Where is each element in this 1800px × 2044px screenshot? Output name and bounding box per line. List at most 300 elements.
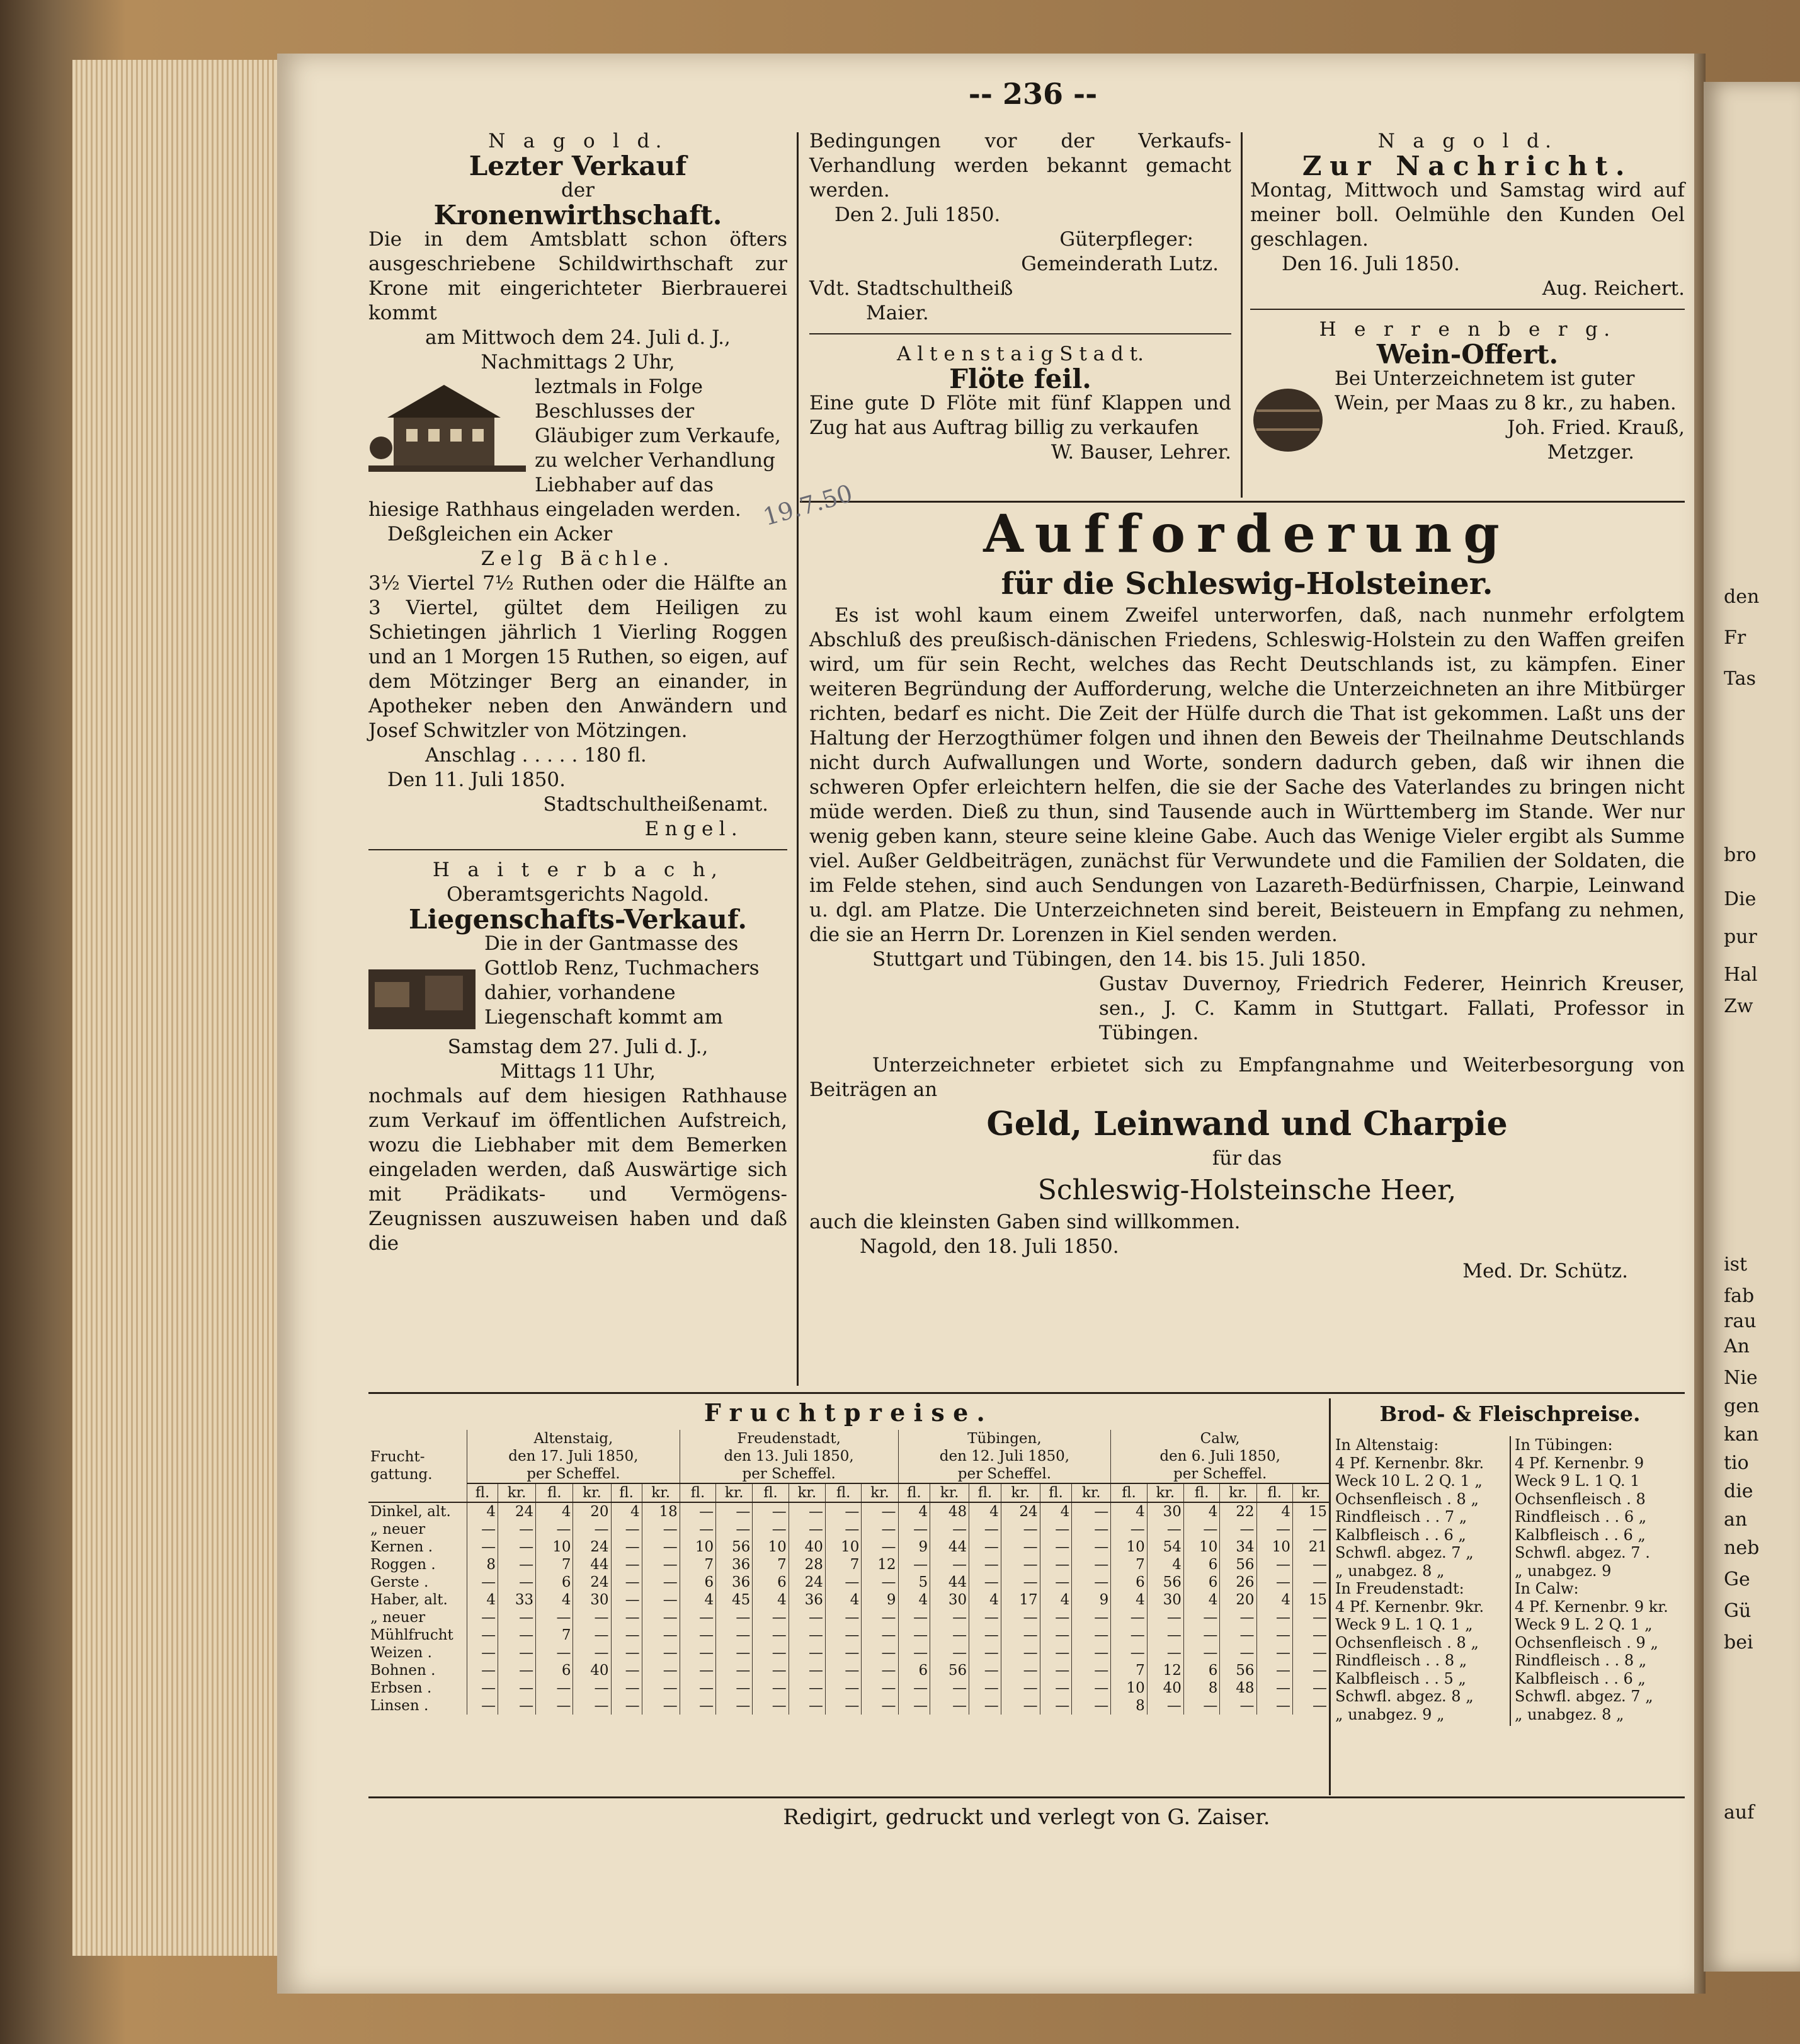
price-cell: — [680,1644,715,1662]
price-cell: — [642,1591,680,1609]
price-cell: — [611,1609,642,1626]
price-cell: — [716,1521,753,1538]
grain-name: „ neuer [370,1609,426,1626]
brod-line: Ochsenfleisch . 9 „ [1515,1633,1658,1652]
brod-line: In Altenstaig: [1335,1436,1439,1454]
table-row [368,1591,1329,1609]
price-cell: — [642,1538,680,1556]
brod-line: Rindfleisch . . 6 „ [1515,1508,1647,1526]
unit-fl: fl. [898,1483,930,1502]
appeal-offer: Unterzeichneter erbietet sich zu Empfangnahme und Weiterbesorgung von Beiträgen an [809,1054,1685,1101]
price-cell: — [1292,1662,1329,1679]
oil-title: Zur Nachricht. [1302,151,1633,181]
price-cell: 4 [898,1591,930,1609]
price-cell: — [680,1679,715,1697]
price-cell: 20 [1220,1591,1256,1609]
price-cell: — [1040,1609,1072,1626]
price-cell: — [862,1679,898,1697]
ad-anschlag: Anschlag . . . . . 180 fl. [425,744,647,767]
next-page-word: An [1724,1335,1750,1357]
fruit-table-top-rule [368,1392,1685,1394]
unit-fl: fl. [1183,1483,1219,1502]
price-cell: — [1001,1697,1040,1715]
price-cell: — [898,1644,930,1662]
ad-date: am Mittwoch dem 24. Juli d. J., [425,326,731,349]
price-cell: — [536,1697,573,1715]
price-cell: — [1111,1609,1147,1626]
ad-place: N a g o l d. [488,130,668,152]
price-cell: — [753,1679,789,1697]
price-cell: — [536,1644,573,1662]
divider [368,849,787,850]
price-cell: — [862,1644,898,1662]
price-cell: — [825,1679,861,1697]
brod-left-column [1335,1436,1505,1723]
ad-title: Lezter Verkauf [469,151,687,181]
ad-body-2: leztmals in Folge Beschlusses der Gläubiger zum Verkaufe, zu welcher Verhandlung Liebhaber auf das hiesige Rathhaus eingeladen werden. [368,375,781,521]
price-cell: 48 [1220,1679,1256,1697]
price-cell: 4 [536,1591,573,1609]
price-cell: — [611,1644,642,1662]
price-cell: — [1292,1679,1329,1697]
ad2-subplace: Oberamtsgerichts Nagold. [447,883,709,906]
price-cell: — [930,1521,969,1538]
market-unit: per Scheffel. [957,1466,1052,1482]
price-cell: 12 [1147,1662,1183,1679]
price-cell: — [1040,1644,1072,1662]
price-cell: 4 [1256,1502,1292,1521]
price-cell: 10 [1111,1538,1147,1556]
next-page-word: Zw [1724,995,1753,1017]
price-cell: — [1220,1521,1256,1538]
divider-middle [809,333,1231,334]
grain-name: Erbsen . [370,1680,432,1696]
next-page-word: rau [1724,1310,1757,1332]
price-cell: 6 [1111,1573,1147,1591]
next-page-word: neb [1724,1537,1760,1559]
price-cell: — [498,1538,536,1556]
brod-line: Kalbfleisch . . 5 „ [1335,1669,1466,1687]
price-cell: 8 [1183,1679,1219,1697]
price-cell: — [1001,1573,1040,1591]
price-cell: — [680,1626,715,1644]
price-cell: 8 [467,1556,498,1573]
price-cell: — [1001,1626,1040,1644]
wine-body: Bei Unterzeichnetem ist guter Wein, per Maas zu 8 kr., zu haben. [1335,367,1677,414]
market-date: den 13. Juli 1850, [724,1448,854,1464]
next-page-word: Nie [1724,1367,1758,1389]
price-cell: — [930,1556,969,1573]
price-cell: — [1072,1626,1111,1644]
price-cell: — [1256,1679,1292,1697]
price-cell: 7 [1111,1556,1147,1573]
brod-line: Kalbfleisch . . 6 „ [1335,1526,1466,1544]
price-cell: — [611,1556,642,1573]
price-cell: — [862,1662,898,1679]
price-cell: 40 [573,1662,611,1679]
unit-kr: kr. [930,1483,969,1502]
brod-line: Weck 9 L. 1 Q. 1 „ [1335,1616,1473,1633]
price-cell: — [498,1556,536,1573]
market-date: den 17. Juli 1850, [508,1448,639,1464]
price-cell: — [1183,1521,1219,1538]
appeal-signers: Gustav Duvernoy, Friedrich Federer, Heinrich Kreuser, sen., J. C. Kamm in Stuttgart. Fallati, Professor in Tübingen. [1099,973,1685,1044]
ad-body-4: 3½ Viertel 7½ Ruthen oder die Hälfte an 3 Viertel, gültet dem Heiligen zu Schietingen jährlich 1 Vierling Roggen und an 1 Morgen 15 Ruthen, so eigen, auf dem Mötzinger Berg an einander, in Apotheker neben den Anwändern und Josef Schwitzler von Mötzingen. [368,572,787,742]
price-cell: 24 [573,1573,611,1591]
unit-fl: fl. [536,1483,573,1502]
brod-line: 4 Pf. Kernenbr. 8kr. [1335,1454,1484,1472]
price-cell: — [1292,1697,1329,1715]
grain-name: Roggen . [370,1556,436,1573]
price-cell: — [680,1521,715,1538]
price-cell: — [611,1573,642,1591]
brod-line: Rindfleisch . . 8 „ [1515,1652,1647,1669]
price-cell: — [753,1502,789,1521]
market-header-2 [680,1430,898,1483]
table-row [368,1662,1329,1679]
price-cell: 12 [862,1556,898,1573]
price-cell: 20 [573,1502,611,1521]
price-cell: — [716,1679,753,1697]
price-cell: 6 [753,1573,789,1591]
price-cell: — [611,1626,642,1644]
unit-fl: fl. [753,1483,789,1502]
price-cell: 56 [930,1662,969,1679]
brod-line: Ochsenfleisch . 8 [1515,1490,1646,1508]
price-cell: — [680,1609,715,1626]
price-cell: 7 [536,1556,573,1573]
pencil-annotation: 19.7.50 [760,479,856,532]
price-cell: — [753,1626,789,1644]
market-date: den 12. Juli 1850, [939,1448,1070,1464]
unit-kr: kr. [1220,1483,1256,1502]
price-cell: — [716,1644,753,1662]
next-page-word: Fr [1724,627,1746,649]
ad2-date: Samstag dem 27. Juli d. J., [447,1036,709,1058]
grain-name: Linsen . [370,1698,429,1714]
market-header-1 [467,1430,680,1483]
price-cell: — [1292,1609,1329,1626]
price-cell: — [1072,1556,1111,1573]
price-cell: — [642,1626,680,1644]
price-cell: — [1040,1626,1072,1644]
ad-zelg: Zelg Bächle. [481,547,675,570]
price-cell: 10 [680,1538,715,1556]
price-cell: — [498,1697,536,1715]
next-page-word: ist [1724,1253,1748,1276]
column-left [368,129,787,1256]
appeal-section [809,504,1685,1284]
price-cell: — [611,1697,642,1715]
appeal-date: Stuttgart und Tübingen, den 14. bis 15. Juli 1850. [872,948,1367,971]
unit-kr: kr. [1072,1483,1111,1502]
market-name: Tübingen, [967,1430,1042,1447]
ad-title-main: Kronenwirthschaft. [433,200,722,231]
price-cell: — [1040,1697,1072,1715]
price-cell: 24 [789,1573,825,1591]
price-cell: — [1292,1556,1329,1573]
next-page-word: bei [1724,1631,1753,1653]
price-cell: — [1183,1644,1219,1662]
price-cell: 18 [642,1502,680,1521]
ad2-body-2: nochmals auf dem hiesigen Rathhause zum Verkauf im öffentlichen Aufstreich, wozu die Liebhaber mit dem Bemerken eingeladen werden, daß Auswärtige sich mit Prädikats- und Vermögens-Zeugnissen auszuweisen haben und daß die [368,1085,787,1255]
price-cell: — [1072,1697,1111,1715]
grain-name: Weizen . [370,1645,432,1661]
price-cell: 24 [498,1502,536,1521]
market-header-3 [898,1430,1111,1483]
price-cell: — [753,1662,789,1679]
market-unit: per Scheffel. [1173,1466,1267,1482]
price-cell: — [611,1538,642,1556]
price-cell: — [1040,1679,1072,1697]
price-cell: — [536,1679,573,1697]
price-cell: — [1040,1556,1072,1573]
brod-line: Schwfl. abgez. 8 „ [1335,1687,1474,1705]
price-cell: 30 [1147,1502,1183,1521]
price-cell: 24 [1001,1502,1040,1521]
ad-sign-name: Engel. [644,818,743,840]
price-cell: 40 [1147,1679,1183,1697]
appeal-body: Es ist wohl kaum einem Zweifel unterworfen, daß, nach nunmehr erfolgtem Abschluß des preußisch-dänischen Friedens, Schleswig-Holstein zu den Waffen greifen wird, um für sein Recht, welches das Recht Deutschlands ist, zu kämpfen. Einer weiteren Begründung der Aufforderung, welche die Unterzeichneten an ihre Mitbürger richten, bedarf es nicht. Die Zeit der Hülfe durch die That ist gekommen. Laßt uns der Haltung der Herzogthümer folgen und ihnen den Beweis der Theilnahme Deutschlands nicht durch Aufwallungen und Worte, sondern dadurch geben, daß wir ihnen die schweren Opfer erleichtern helfen, die sie der Sache des Vaterlandes zu bringen nicht müde werden. Dieß zu thun, sind Tausende auch in Württemberg im Stande. Wer nur wenig geben kann, steure seine kleine Gabe. Auch das Wenige Vieler ergibt als Summe viel. Außer Geldbeiträgen, zunächst für Verwundete und die Familien der Soldaten, die im Felde stehen, sind auch Sendungen von Lazareth-Bedürfnissen, Charpie, Leinwand u. dgl. am Platze. Die Unterzeichneten sind bereit, Beisteuern in Empfang zu nehmen, die sie an Herrn Dr. Lorenzen in Kiel senden werden. [809,604,1685,946]
price-cell: — [789,1697,825,1715]
price-cell: — [1072,1502,1111,1521]
price-cell: 4 [753,1591,789,1609]
price-cell: 5 [898,1573,930,1591]
price-cell: — [825,1644,861,1662]
price-cell: — [536,1521,573,1538]
price-cell: — [969,1573,1001,1591]
market-header-4 [1111,1430,1329,1483]
flute-title: Flöte feil. [949,363,1091,394]
price-cell: — [898,1556,930,1573]
column-middle [809,129,1231,465]
appeal-top-rule [800,501,1685,503]
unit-kr: kr. [716,1483,753,1502]
grain-name: „ neuer [370,1521,426,1538]
price-cell: 4 [1183,1502,1219,1521]
price-cell: — [930,1626,969,1644]
price-cell: — [1147,1626,1183,1644]
price-cell: — [1147,1609,1183,1626]
price-cell: — [825,1662,861,1679]
price-cell: — [898,1626,930,1644]
next-page-word: die [1724,1480,1753,1502]
price-cell: — [716,1609,753,1626]
flute-place: A l t e n s t a i g S t a d t. [897,343,1144,365]
price-cell: 56 [716,1538,753,1556]
price-cell: 4 [680,1591,715,1609]
next-page-word: kan [1724,1424,1759,1446]
price-cell: — [573,1697,611,1715]
fruit-table-body [368,1502,1329,1715]
table-row [368,1626,1329,1644]
brod-line: 4 Pf. Kernenbr. 9kr. [1335,1597,1484,1616]
price-cell: 9 [1072,1591,1111,1609]
price-cell: 54 [1147,1538,1183,1556]
market-name: Altenstaig, [533,1430,613,1447]
price-cell: — [1256,1573,1292,1591]
brod-line: „ unabgez. 8 „ [1515,1705,1624,1723]
market-name: Calw, [1200,1430,1240,1447]
price-cell: — [498,1573,536,1591]
appeal-heer: Schleswig-Holsteinsche Heer, [1037,1174,1457,1206]
page-edges-stack [72,60,280,1956]
price-cell: — [825,1573,861,1591]
price-cell: — [1220,1626,1256,1644]
price-cell: 44 [930,1573,969,1591]
price-cell: 33 [498,1591,536,1609]
brod-line: Weck 9 L. 2 Q. 1 „ [1515,1616,1653,1633]
price-cell: — [898,1609,930,1626]
next-page-word: gen [1724,1395,1760,1417]
unit-kr: kr. [862,1483,898,1502]
market-unit: per Scheffel. [527,1466,620,1482]
table-row [368,1697,1329,1715]
market-date: den 6. Juli 1850, [1159,1448,1280,1464]
price-cell: — [573,1626,611,1644]
barrel-woodcut-icon [1250,385,1326,455]
price-cell: — [1001,1679,1040,1697]
price-cell: — [1072,1662,1111,1679]
price-cell: — [930,1679,969,1697]
price-cell: 21 [1292,1538,1329,1556]
price-cell: — [1183,1626,1219,1644]
price-cell: 48 [930,1502,969,1521]
price-cell: — [1147,1644,1183,1662]
price-cell: 4 [1111,1591,1147,1609]
price-cell: 22 [1220,1502,1256,1521]
price-cell: — [498,1644,536,1662]
fruit-prices-title: Fruchtpreise. [703,1398,994,1427]
next-page-word: Die [1724,888,1757,910]
price-cell: — [753,1644,789,1662]
price-cell: — [1147,1697,1183,1715]
oil-date: Den 16. Juli 1850. [1282,253,1460,275]
next-page-word: Gü [1724,1600,1752,1622]
market-name: Freudenstadt, [737,1430,841,1447]
price-cell: — [1072,1573,1111,1591]
price-cell: — [642,1697,680,1715]
price-cell: — [611,1662,642,1679]
column-divider-2 [1241,132,1243,498]
ad-sign-office: Stadtschultheißenamt. [543,793,768,816]
price-cell: 4 [1147,1556,1183,1573]
house-woodcut-icon [368,379,526,473]
price-cell: — [1220,1644,1256,1662]
price-cell: — [1040,1573,1072,1591]
price-cell: — [969,1679,1001,1697]
price-cell: — [716,1626,753,1644]
next-page-word: tio [1724,1452,1749,1474]
price-cell: — [1001,1609,1040,1626]
next-page-word: an [1724,1509,1748,1531]
unit-fl: fl. [1256,1483,1292,1502]
price-cell: 4 [467,1502,498,1521]
price-cell: — [498,1521,536,1538]
brod-line: Schwfl. abgez. 7 „ [1335,1544,1474,1562]
price-cell: 6 [536,1662,573,1679]
ad-body: Die in dem Amtsblatt schon öfters ausgeschriebene Schildwirthschaft zur Krone mit eingerichteter Bierbrauerei kommt [368,228,787,324]
price-cell: 4 [467,1591,498,1609]
price-cell: 24 [573,1538,611,1556]
brod-line: Ochsenfleisch . 8 „ [1335,1633,1479,1652]
price-cell: 8 [1111,1697,1147,1715]
price-cell: 4 [1183,1591,1219,1609]
price-cell: 36 [789,1591,825,1609]
price-cell: — [467,1644,498,1662]
price-cell: — [825,1626,861,1644]
price-cell: — [1001,1556,1040,1573]
price-cell: — [969,1662,1001,1679]
price-cell: 30 [930,1591,969,1609]
next-page-word: bro [1724,844,1757,866]
price-cell: 4 [1111,1502,1147,1521]
unit-fl: fl. [969,1483,1001,1502]
ad-body-with-picture [368,375,787,522]
flute-body: Eine gute D Flöte mit fünf Klappen und Zug hat aus Auftrag billig zu verkaufen [809,392,1231,439]
unit-fl: fl. [1111,1483,1147,1502]
price-cell: — [1072,1538,1111,1556]
price-cell: — [862,1609,898,1626]
unit-fl: fl. [680,1483,715,1502]
brod-line: Rindfleisch . . 7 „ [1335,1508,1467,1526]
brod-inner-divider [1510,1436,1511,1726]
unit-kr: kr. [642,1483,680,1502]
continuation-sign-4: Maier. [866,302,929,324]
price-cell: 56 [1147,1573,1183,1591]
price-cell: — [969,1556,1001,1573]
continuation-text: Bedingungen vor der Verkaufs-Verhandlung werden bekannt gemacht werden. [809,130,1231,202]
price-cell: — [1072,1679,1111,1697]
price-cell: — [1040,1521,1072,1538]
next-page-word: pur [1724,926,1757,948]
brod-line: 4 Pf. Kernenbr. 9 [1515,1454,1644,1472]
price-cell: — [573,1679,611,1697]
price-cell: — [467,1679,498,1697]
price-cell: — [1256,1609,1292,1626]
price-cell: 6 [898,1662,930,1679]
price-cell: 10 [536,1538,573,1556]
price-cell: — [1111,1644,1147,1662]
brod-divider [1329,1398,1331,1795]
brod-line: „ unabgez. 9 „ [1335,1705,1445,1723]
price-cell: — [467,1538,498,1556]
price-cell: — [1040,1538,1072,1556]
price-cell: — [1292,1573,1329,1591]
price-cell: — [789,1626,825,1644]
price-cell: 36 [716,1573,753,1591]
table-row [368,1573,1329,1591]
price-cell: — [1001,1521,1040,1538]
brod-line: „ unabgez. 8 „ [1335,1562,1445,1580]
column-divider-1 [797,132,799,1386]
ad-body-3: Deßgleichen ein Acker [387,523,613,545]
price-cell: 26 [1220,1573,1256,1591]
unit-kr: kr. [1147,1483,1183,1502]
price-cell: 45 [716,1591,753,1609]
price-cell: — [1072,1644,1111,1662]
price-cell: — [642,1573,680,1591]
price-cell: — [1111,1521,1147,1538]
appeal-items: Geld, Leinwand und Charpie [986,1105,1508,1143]
price-cell: 6 [1183,1573,1219,1591]
price-cell: 4 [969,1591,1001,1609]
price-cell: — [1256,1662,1292,1679]
price-cell: — [573,1521,611,1538]
price-cell: — [825,1502,861,1521]
price-cell: — [642,1662,680,1679]
price-cell: — [467,1626,498,1644]
